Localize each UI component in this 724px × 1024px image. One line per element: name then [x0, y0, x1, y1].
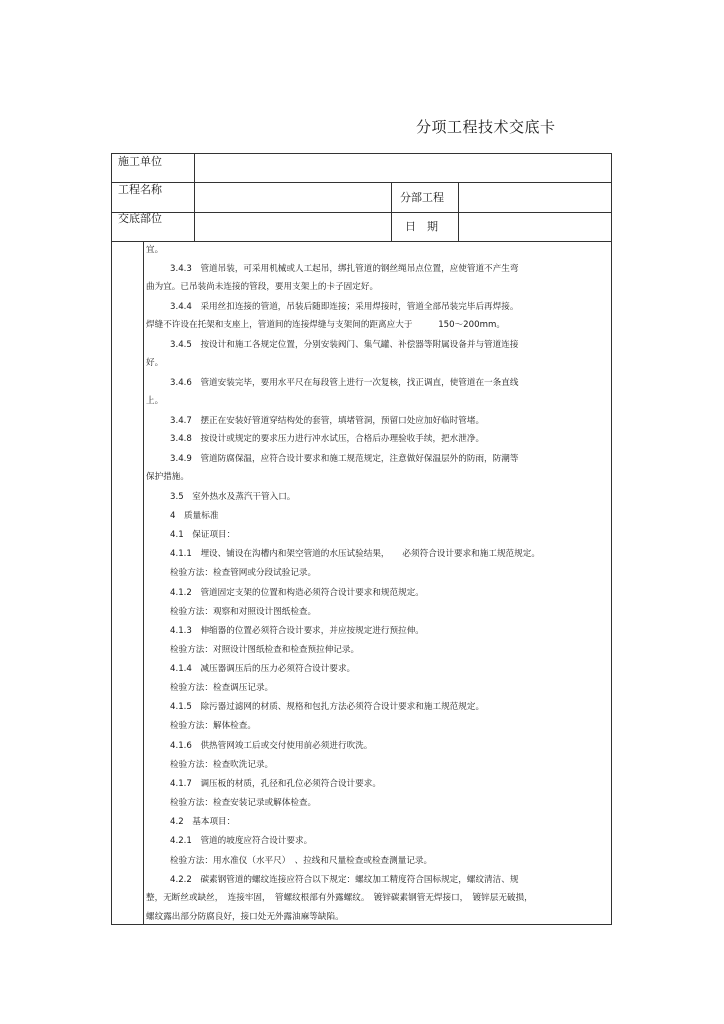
content-line: 螺纹露出部分防腐良好，接口处无外露油麻等缺陷。: [146, 912, 344, 922]
col-divider: [391, 182, 392, 241]
row-divider: [112, 182, 611, 183]
content-line: 检验方法：检查管网或分段试验记录。: [170, 568, 317, 578]
content-line: 4.1.5 除污器过滤网的材质、规格和包扎方法必须符合设计要求和施工规范规定。: [170, 702, 485, 712]
content-line: 3.5 室外热水及蒸汽干管入口。: [170, 492, 296, 502]
content-line: 检验方法：检查安装记录或解体检查。: [170, 798, 317, 808]
content-line: 4.1.1 埋设、铺设在沟槽内和架空管道的水压试验结果， 必须符合设计要求和施工规范规定。: [170, 549, 540, 559]
margin-divider: [143, 241, 144, 924]
content-line: 检验方法：对照设计图纸检查和检查预拉伸记录。: [170, 645, 360, 655]
project-name-value[interactable]: [196, 185, 388, 209]
project-name-label: 工程名称: [118, 183, 162, 196]
date-label: 日 期: [405, 220, 438, 233]
row-divider: [112, 212, 611, 213]
content-line: 4.1.2 管道固定支架的位置和构造必须符合设计要求和规范规定。: [170, 588, 424, 598]
content-line: 4.1.3 伸缩器的位置必须符合设计要求，并应按规定进行预拉伸。: [170, 626, 424, 636]
content-line: 3.4.6 管道安装完毕，要用水平尺在每段管上进行一次复核，找正调直，使管道在一条直线: [170, 378, 519, 388]
content-line: 3.4.7 摆正在安装好管道穿结构处的套管，填堵管洞，预留口处应加好临时管堵。: [170, 416, 485, 426]
content-line: 检验方法：解体检查。: [170, 721, 256, 731]
sub-project-value[interactable]: [461, 185, 609, 209]
unit-value[interactable]: [196, 156, 608, 180]
content-line: 3.4.4 采用丝扣连接的管道，吊装后随即连接；采用焊接时，管道全部吊装完毕后再焊接。: [170, 302, 519, 312]
content-line: 3.4.5 按设计和施工各规定位置，分别安装阀门、集气罐、补偿器等附属设备并与管道连接: [170, 340, 519, 350]
content-line: 整，无断丝或缺丝， 连接牢固， 管螺纹根部有外露螺纹。 镀锌碳素钢管无焊接口， 镀锌层无破损，: [146, 893, 533, 903]
date-value[interactable]: [461, 214, 609, 238]
content-line: 焊缝不许设在托架和支座上，管道间的连接焊缝与支架间的距离应大于 150～200mm。: [146, 320, 505, 330]
unit-label: 施工单位: [118, 155, 162, 168]
content-line: 保护措施。: [146, 472, 189, 482]
content-line: 好。: [146, 358, 164, 368]
content-line: 4.2.2 碳素钢管道的螺纹连接应符合以下规定：螺纹加工精度符合国标规定，螺纹清洁、规: [170, 875, 519, 885]
content-line: 4.1 保证项目：: [170, 530, 236, 540]
content-line: 4.1.4 减压器调压后的压力必须符合设计要求。: [170, 664, 356, 674]
page-title: 分项工程技术交底卡: [416, 118, 556, 136]
col-divider: [458, 182, 459, 241]
content-line: 曲为宜。已吊装尚未连接的管段，要用支架上的卡子固定好。: [146, 282, 379, 292]
sub-project-label: 分部工程: [400, 191, 444, 204]
content-line: 上。: [146, 396, 164, 406]
handover-part-label: 交底部位: [118, 212, 162, 225]
content-line: 检验方法：观察和对照设计图纸检查。: [170, 607, 317, 617]
content-line: 4.1.6 供热管网竣工后或交付使用前必须进行吹洗。: [170, 741, 373, 751]
handover-part-value[interactable]: [196, 214, 388, 238]
content-line: 4 质量标准: [170, 511, 219, 521]
content-line: 检验方法：检查调压记录。: [170, 683, 274, 693]
content-line: 3.4.3 管道吊装，可采用机械或人工起吊，绑扎管道的钢丝绳吊点位置，应使管道不产生弯: [170, 264, 519, 274]
content-line: 检验方法：用水准仪（水平尺） 、拉线和尺量检查或检查测量记录。: [170, 856, 433, 866]
content-line: 4.2 基本项目：: [170, 817, 236, 827]
col-divider: [194, 154, 195, 241]
content-line: 3.4.9 管道防腐保温，应符合设计要求和施工规范规定，注意做好保温层外的防雨，防潮等: [170, 454, 519, 464]
content-line: 宜。: [146, 245, 164, 255]
content-line: 4.2.1 管道的坡度应符合设计要求。: [170, 836, 313, 846]
content-line: 4.1.7 调压板的材质，孔径和孔位必须符合设计要求。: [170, 779, 381, 789]
content-line: 3.4.8 按设计或规定的要求压力进行冲水试压，合格后办理验收手续，把水泄净。: [170, 434, 485, 444]
content-line: 检验方法：检查吹洗记录。: [170, 760, 274, 770]
row-divider: [112, 241, 611, 242]
